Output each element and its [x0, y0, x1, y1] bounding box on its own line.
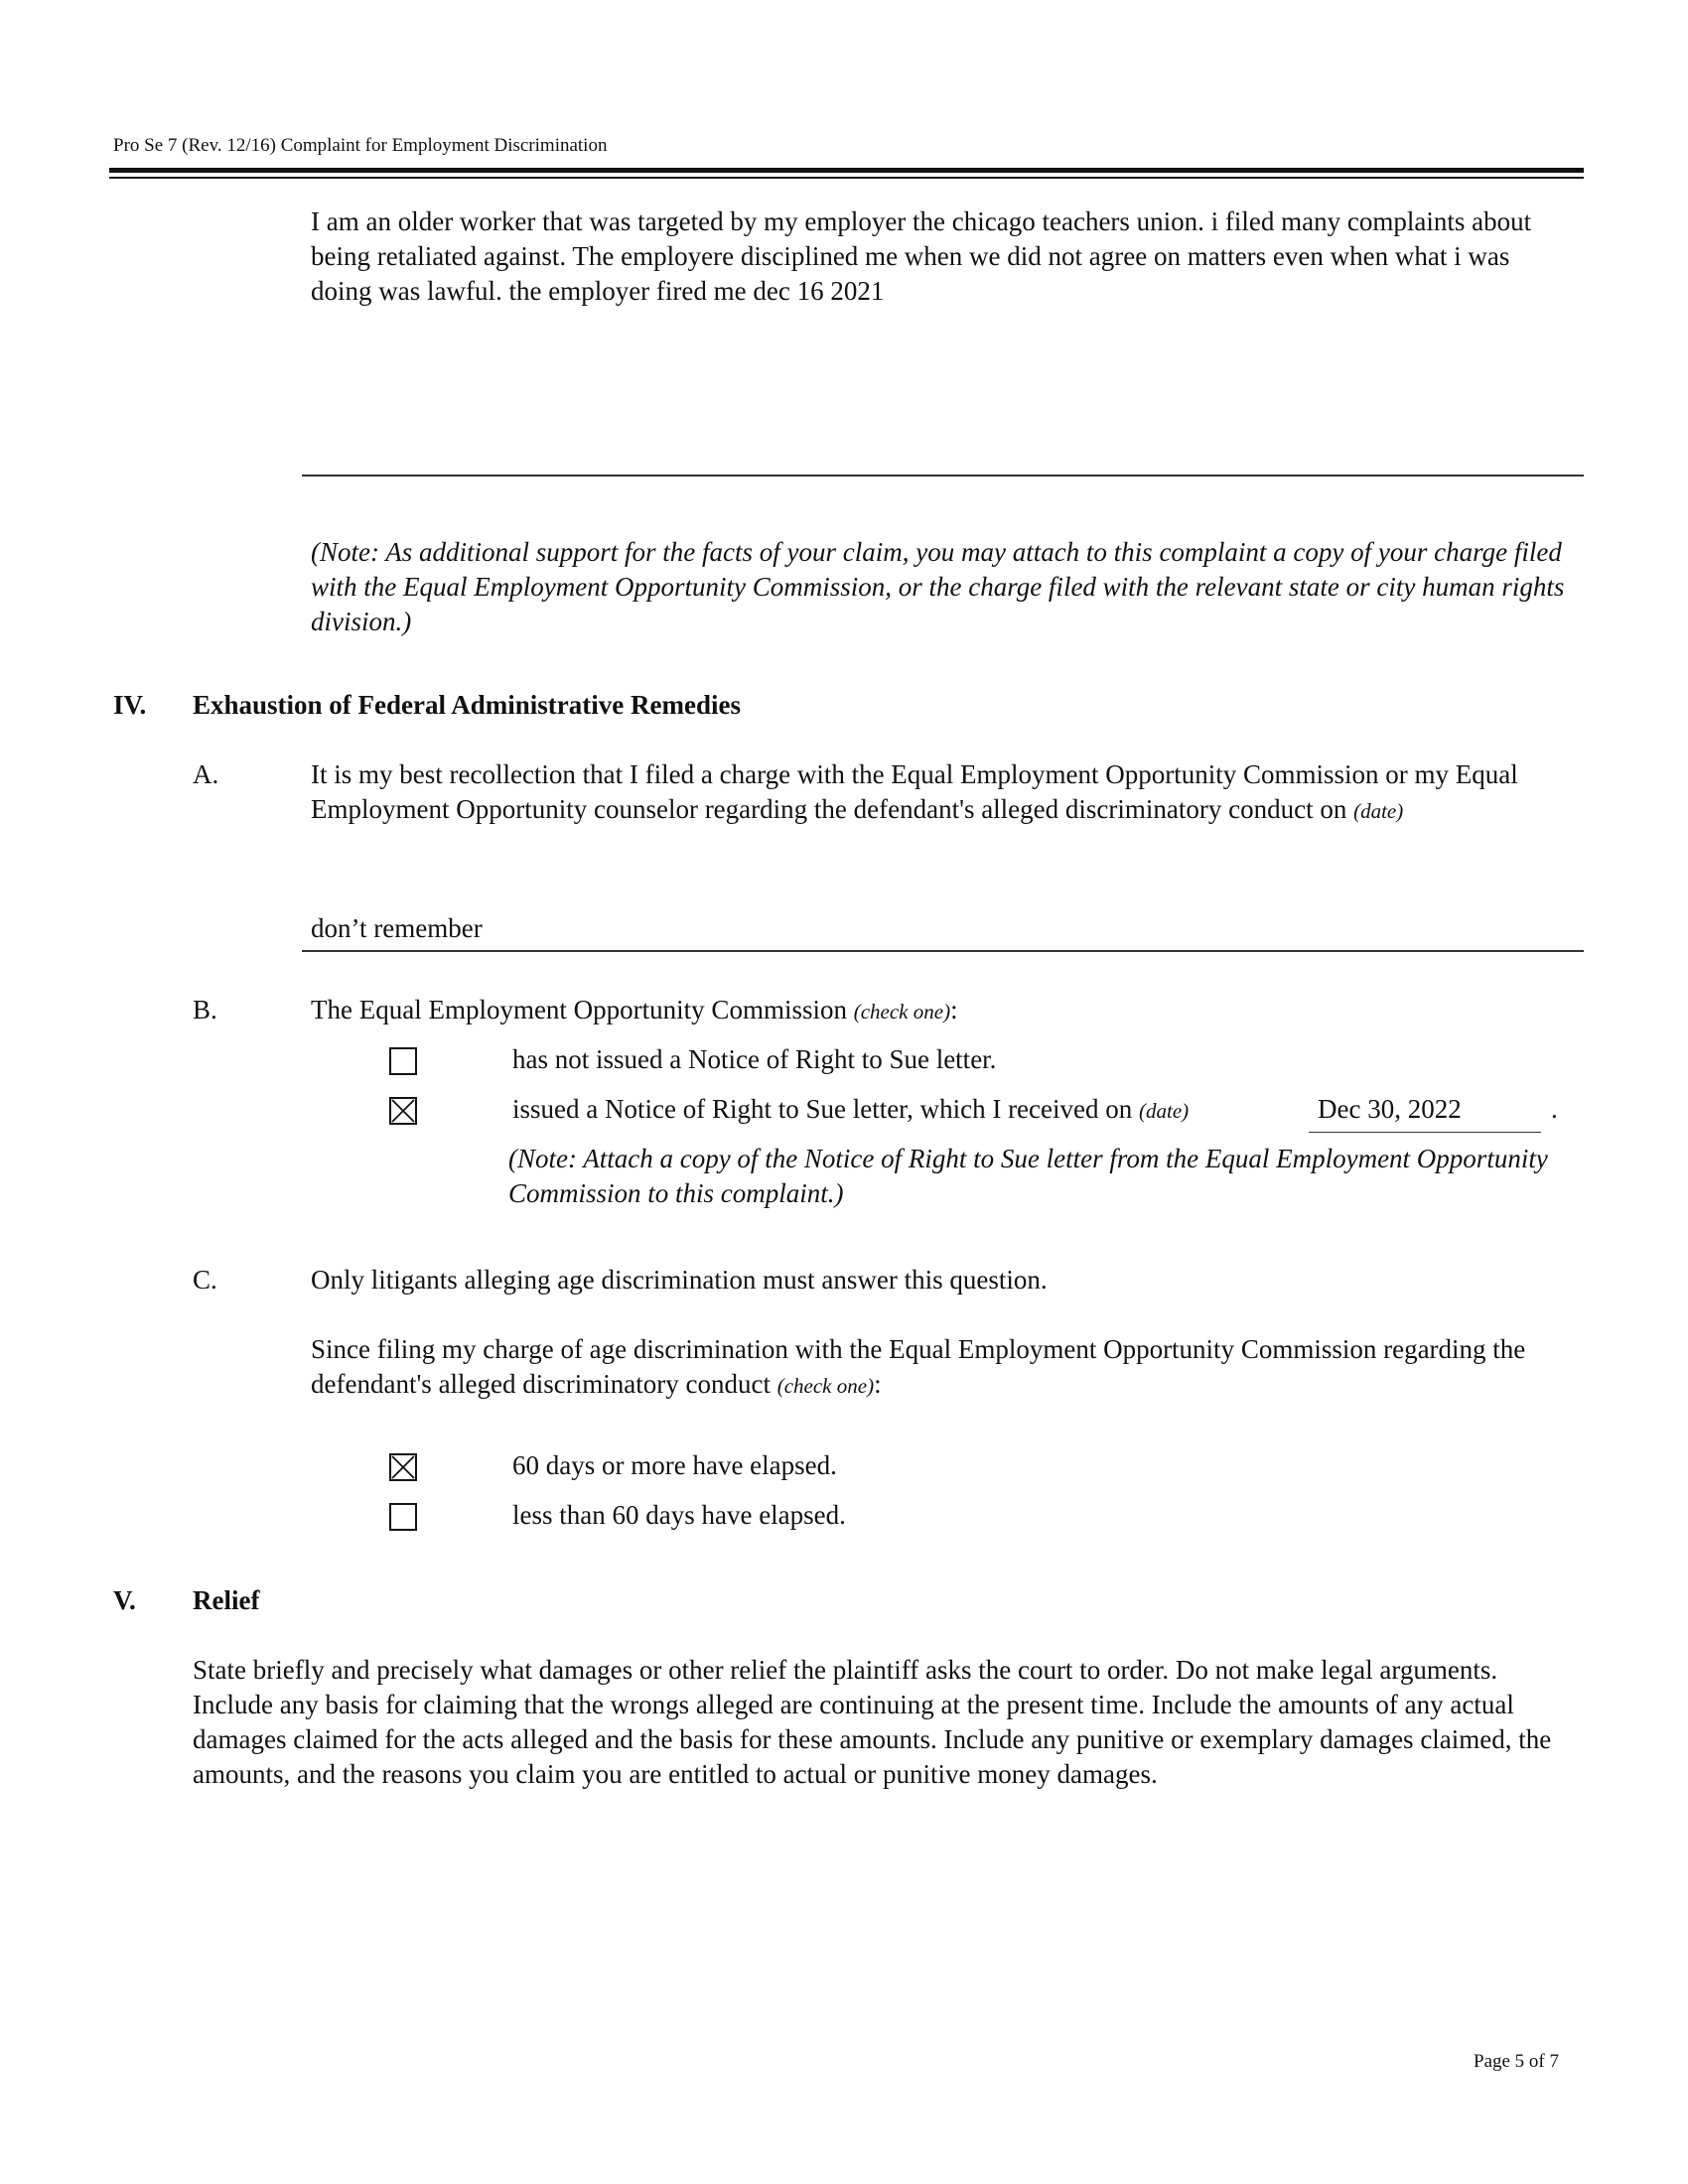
item-b-statement: The Equal Employment Opportunity Commission	[311, 995, 847, 1024]
section-v-instructions: State briefly and precisely what damages or other relief the plaintiff asks the court to order. Do not make legal arguments. Include any basis for claiming that the wrongs alleged are continuing at the present time. Include the amounts of any actual damages claimed for the acts alleged and the basis for these amounts. Include any punitive or exemplary damages claimed, the amounts, and the reasons you claim you are entitled to actual or punitive money damages.	[193, 1655, 1552, 1789]
c-option-60-or-more-checkbox[interactable]	[389, 1453, 417, 1481]
item-a-letter: A.	[193, 759, 219, 789]
section-iv-title: Exhaustion of Federal Administrative Remedies	[193, 690, 741, 720]
item-b-check-hint: (check one)	[853, 1000, 951, 1024]
b-option-issued-checkbox[interactable]	[389, 1097, 417, 1125]
b-option-issued-date-hint: (date)	[1139, 1099, 1190, 1123]
item-a-text	[311, 757, 1577, 829]
item-a-date-hint: (date)	[1353, 799, 1404, 823]
c-option-less-than-60-checkbox[interactable]	[389, 1503, 417, 1531]
section-v-title: Relief	[193, 1585, 260, 1615]
item-c-letter: C.	[193, 1265, 217, 1295]
item-c-statement: Since filing my charge of age discrimination with the Equal Employment Opportunity Commission regarding the defendant's alleged discriminatory conduct	[311, 1334, 1526, 1399]
b-received-date-value[interactable]: Dec 30, 2022	[1318, 1094, 1462, 1124]
item-b-letter: B.	[193, 995, 217, 1024]
item-a-date-line	[302, 950, 1584, 952]
c-option-60-or-more-label: 60 days or more have elapsed.	[512, 1450, 837, 1480]
b-option-issued-label	[512, 1092, 1189, 1129]
b-note: (Note: Attach a copy of the Notice of Right to Sue letter from the Equal Employment Opportunity Commission to this complaint.)	[508, 1144, 1548, 1208]
b-received-period: .	[1551, 1094, 1558, 1124]
x-check-icon	[391, 1455, 415, 1479]
form-header-title: Pro Se 7 (Rev. 12/16) Complaint for Employment Discrimination	[113, 135, 608, 156]
page-number: Page 5 of 7	[1474, 2051, 1560, 2072]
facts-note: (Note: As additional support for the facts of your claim, you may attach to this complaint a copy of your charge filed with the Equal Employment Opportunity Commission, or the charge filed with the relevant state or city human rights division.)	[311, 537, 1565, 636]
facts-answer-text[interactable]: I am an older worker that was targeted by my employer the chicago teachers union. i filed many complaints about being retaliated against. The employere disciplined me when we did not agree on matters even when what i was doing was lawful. the employer fired me dec 16 2021	[311, 206, 1532, 306]
header-rule-thin	[109, 177, 1584, 179]
item-c-text: Only litigants alleging age discrimination must answer this question.	[311, 1265, 1048, 1295]
b-option-not-issued-label: has not issued a Notice of Right to Sue letter.	[512, 1044, 997, 1074]
item-c-colon: :	[874, 1369, 882, 1399]
b-option-not-issued-checkbox[interactable]	[389, 1047, 417, 1075]
item-c-text2	[311, 1332, 1577, 1404]
item-a-date-answer[interactable]: don’t remember	[311, 913, 483, 943]
section-iv-number: IV.	[113, 690, 147, 720]
item-b-text	[311, 993, 958, 1029]
section-v-number: V.	[113, 1585, 136, 1615]
b-received-date-line	[1309, 1132, 1541, 1133]
header-rule-thick	[109, 168, 1584, 173]
item-b-colon: :	[950, 995, 958, 1024]
x-check-icon	[391, 1099, 415, 1123]
c-option-less-than-60-label: less than 60 days have elapsed.	[512, 1500, 846, 1530]
facts-answer-line	[302, 475, 1584, 477]
item-c-check-hint: (check one)	[776, 1374, 875, 1398]
b-option-issued-text: issued a Notice of Right to Sue letter, which I received on	[512, 1094, 1133, 1124]
item-a-statement: It is my best recollection that I filed a charge with the Equal Employment Opportunity Commission or my Equal Employment Opportunity counselor regarding the defendant's alleged discriminatory conduct on	[311, 759, 1518, 824]
